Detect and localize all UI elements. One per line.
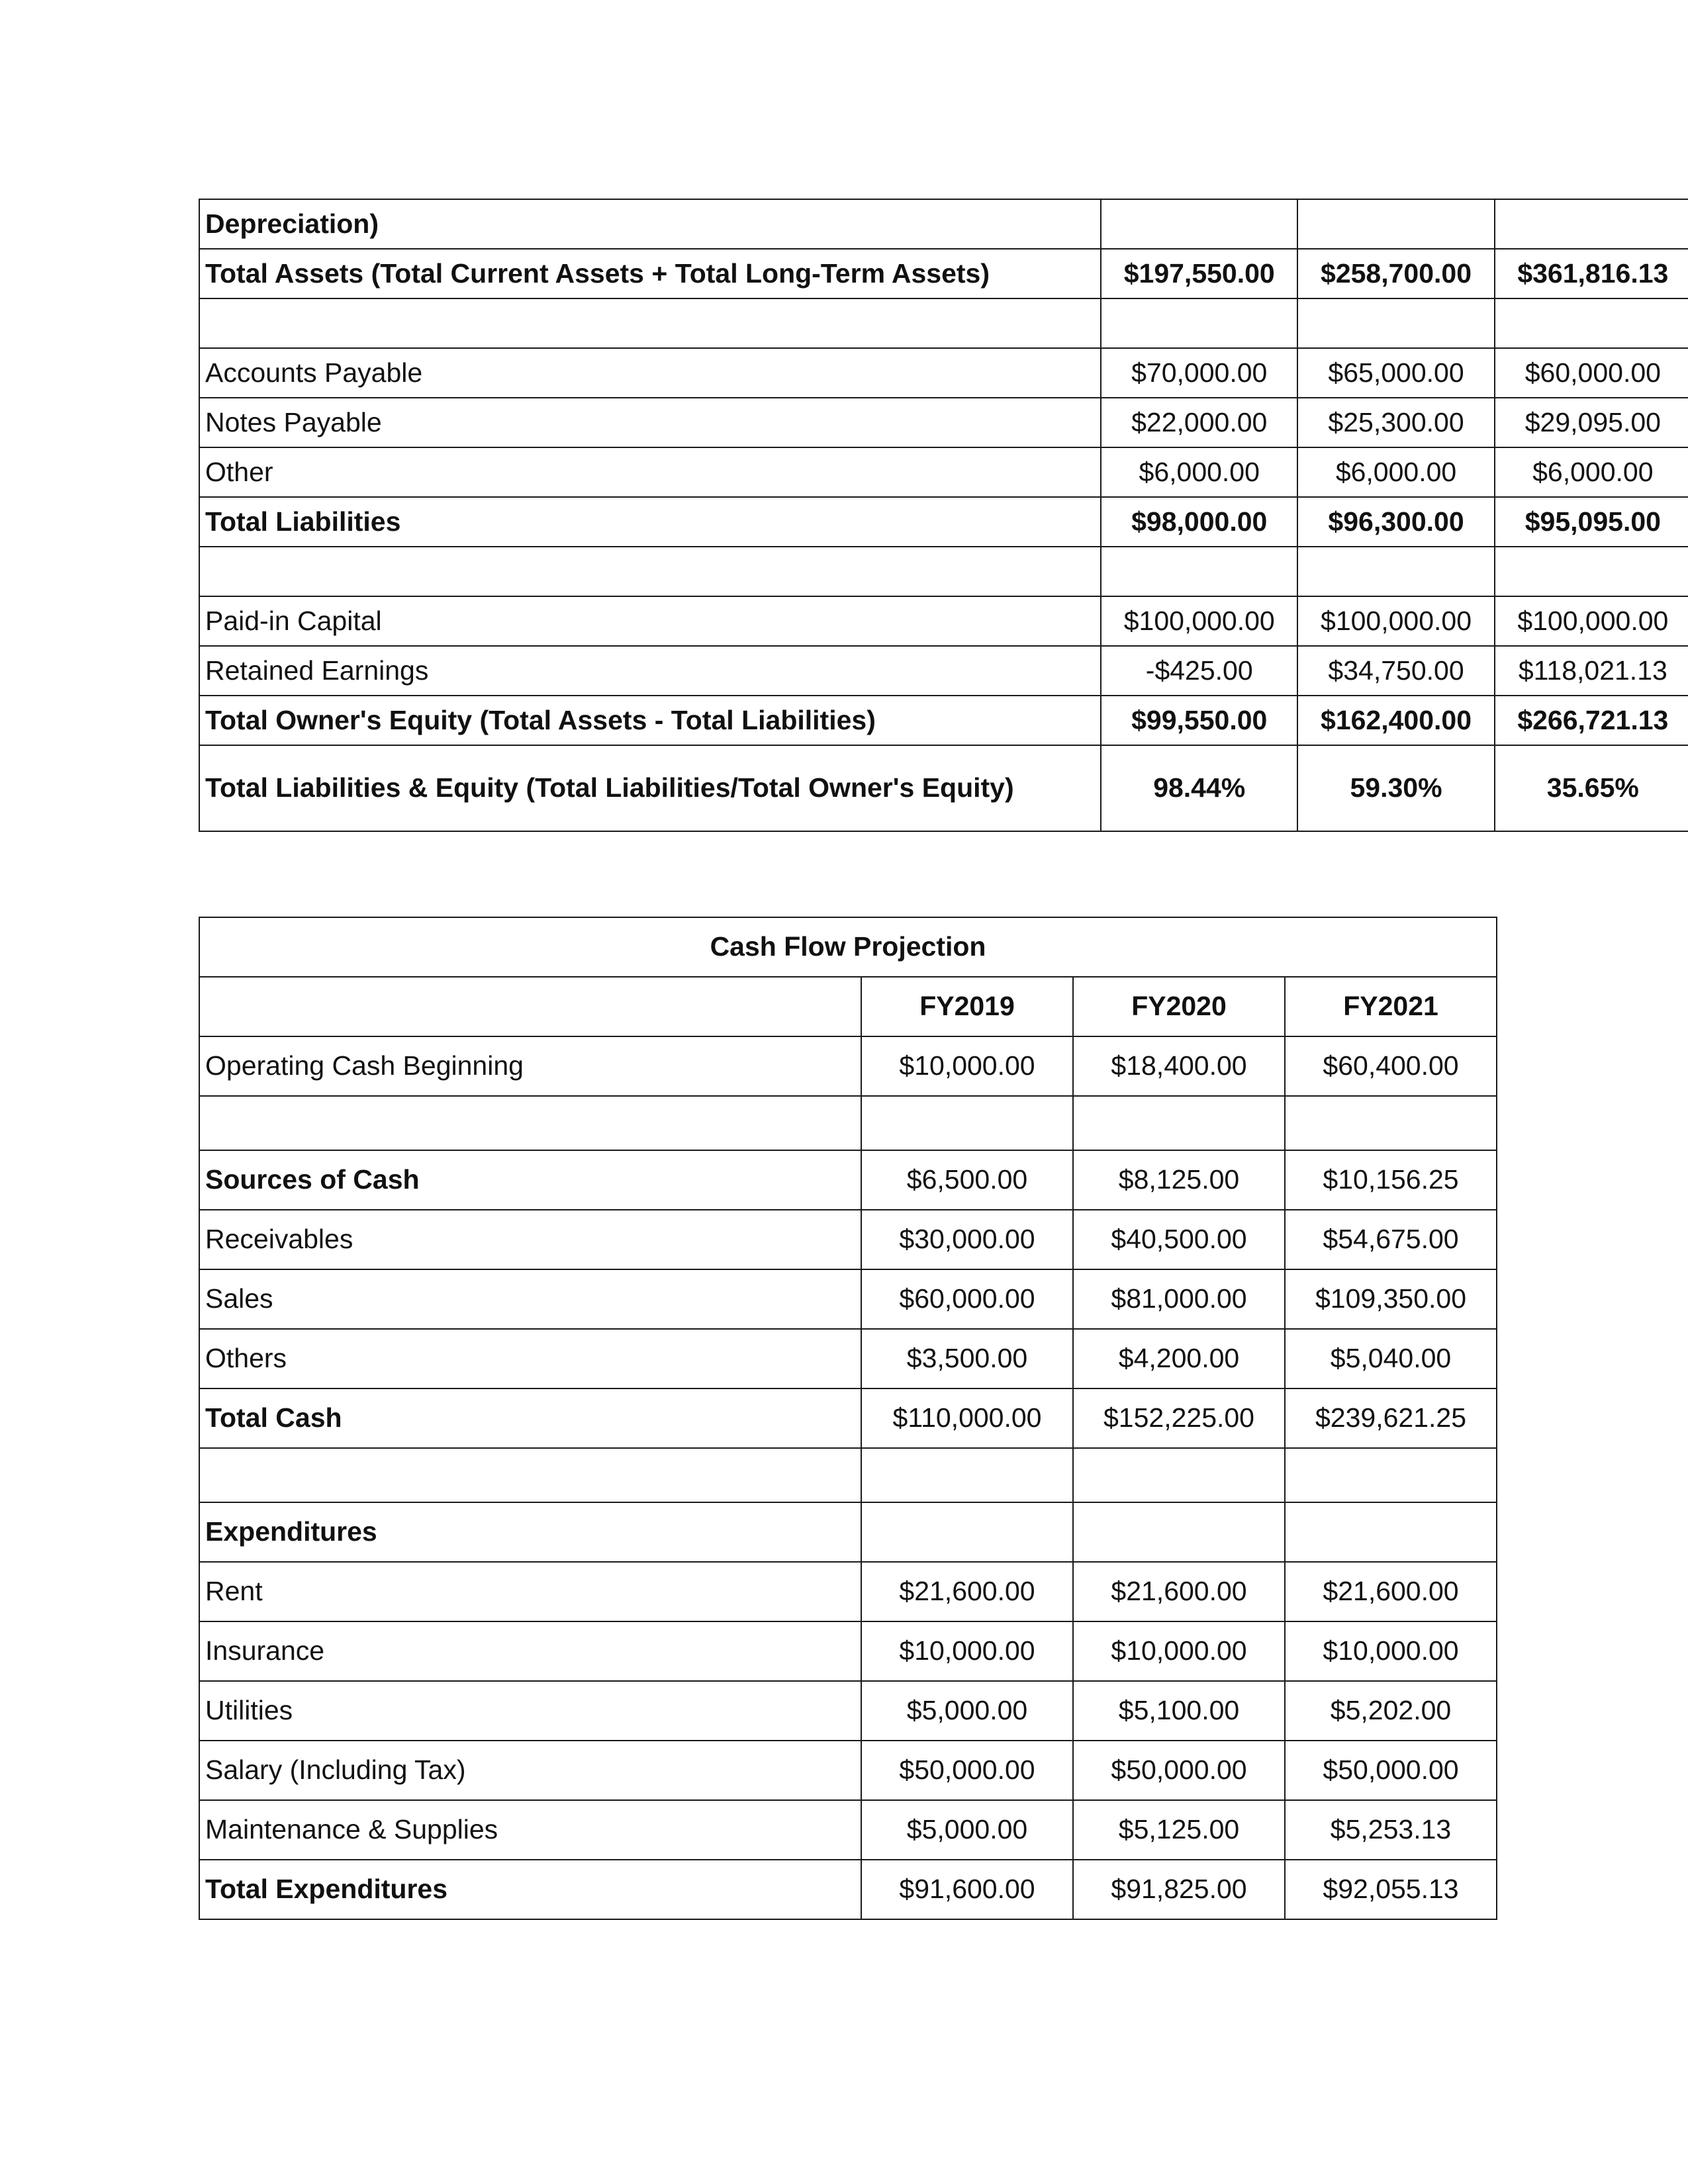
row-label: Rent: [199, 1562, 861, 1621]
cell-value: $5,100.00: [1073, 1681, 1285, 1741]
cell-value: $118,021.13: [1495, 646, 1688, 696]
cell-value: $266,721.13: [1495, 696, 1688, 745]
cell-value: $5,253.13: [1285, 1800, 1497, 1860]
column-header: FY2020: [1073, 977, 1285, 1036]
column-header: FY2021: [1285, 977, 1497, 1036]
cell-value: [1495, 547, 1688, 596]
row-label: Accounts Payable: [199, 348, 1101, 398]
cell-value: $65,000.00: [1297, 348, 1494, 398]
table-row: [199, 1269, 1497, 1329]
row-label: Total Cash: [199, 1388, 861, 1448]
table-row: [199, 1210, 1497, 1269]
cell-value: $29,095.00: [1495, 398, 1688, 447]
cell-value: $110,000.00: [861, 1388, 1073, 1448]
table-row: [199, 547, 1688, 596]
cell-value: 98.44%: [1101, 745, 1297, 831]
row-label: Insurance: [199, 1621, 861, 1681]
cell-value: [1285, 1448, 1497, 1502]
cell-value: $96,300.00: [1297, 497, 1494, 547]
table-row: [199, 497, 1688, 547]
row-label: Sales: [199, 1269, 861, 1329]
cell-value: [861, 1502, 1073, 1562]
cell-value: $5,040.00: [1285, 1329, 1497, 1388]
row-label: Total Owner's Equity (Total Assets - Total Liabilities): [199, 696, 1101, 745]
cell-value: $91,825.00: [1073, 1860, 1285, 1919]
cell-value: $91,600.00: [861, 1860, 1073, 1919]
cell-value: $81,000.00: [1073, 1269, 1285, 1329]
table-row: [199, 249, 1688, 298]
cell-value: $6,500.00: [861, 1150, 1073, 1210]
row-label: Others: [199, 1329, 861, 1388]
cell-value: $18,400.00: [1073, 1036, 1285, 1096]
table-title-row: [199, 917, 1497, 977]
row-label: [199, 298, 1101, 348]
cell-value: $98,000.00: [1101, 497, 1297, 547]
cell-value: [1073, 1448, 1285, 1502]
row-label: Maintenance & Supplies: [199, 1800, 861, 1860]
cell-value: [1495, 199, 1688, 249]
row-label: Other: [199, 447, 1101, 497]
cell-value: [861, 1448, 1073, 1502]
cell-value: $6,000.00: [1297, 447, 1494, 497]
row-label: Utilities: [199, 1681, 861, 1741]
row-label: Total Liabilities: [199, 497, 1101, 547]
table-row: [199, 348, 1688, 398]
table-row: [199, 447, 1688, 497]
cell-value: $197,550.00: [1101, 249, 1297, 298]
cell-value: $6,000.00: [1101, 447, 1297, 497]
column-header: [199, 977, 861, 1036]
cell-value: $5,125.00: [1073, 1800, 1285, 1860]
cell-value: $5,000.00: [861, 1800, 1073, 1860]
cell-value: $100,000.00: [1495, 596, 1688, 646]
cell-value: $50,000.00: [1073, 1741, 1285, 1800]
table-row: [199, 398, 1688, 447]
table-row: [199, 696, 1688, 745]
cell-value: [1297, 547, 1494, 596]
cell-value: $60,000.00: [861, 1269, 1073, 1329]
cell-value: $34,750.00: [1297, 646, 1494, 696]
row-label: Retained Earnings: [199, 646, 1101, 696]
row-label: [199, 547, 1101, 596]
table-header-row: [199, 977, 1497, 1036]
cell-value: $10,000.00: [1073, 1621, 1285, 1681]
cell-value: $3,500.00: [861, 1329, 1073, 1388]
cell-value: $92,055.13: [1285, 1860, 1497, 1919]
cell-value: $21,600.00: [861, 1562, 1073, 1621]
table-row: [199, 1800, 1497, 1860]
cash-flow-table: [199, 917, 1497, 1920]
balance-sheet-table: [199, 199, 1688, 832]
row-label: Notes Payable: [199, 398, 1101, 447]
row-label: Total Expenditures: [199, 1860, 861, 1919]
row-label: Total Liabilities & Equity (Total Liabilities/Total Owner's Equity): [199, 745, 1101, 831]
cell-value: $361,816.13: [1495, 249, 1688, 298]
row-label: Paid-in Capital: [199, 596, 1101, 646]
cell-value: $50,000.00: [861, 1741, 1073, 1800]
row-label: Depreciation): [199, 199, 1101, 249]
cell-value: $60,400.00: [1285, 1036, 1497, 1096]
cell-value: $70,000.00: [1101, 348, 1297, 398]
cell-value: -$425.00: [1101, 646, 1297, 696]
cell-value: $54,675.00: [1285, 1210, 1497, 1269]
cell-value: [1101, 547, 1297, 596]
table-row: [199, 1150, 1497, 1210]
cell-value: $22,000.00: [1101, 398, 1297, 447]
row-label: [199, 1096, 861, 1150]
table-row: [199, 646, 1688, 696]
cell-value: $10,000.00: [861, 1621, 1073, 1681]
column-header: FY2019: [861, 977, 1073, 1036]
row-label: Salary (Including Tax): [199, 1741, 861, 1800]
cell-value: $100,000.00: [1297, 596, 1494, 646]
cell-value: $21,600.00: [1073, 1562, 1285, 1621]
cell-value: [1101, 298, 1297, 348]
table-row: [199, 298, 1688, 348]
table-row: [199, 1621, 1497, 1681]
cell-value: $30,000.00: [861, 1210, 1073, 1269]
cell-value: $10,000.00: [1285, 1621, 1497, 1681]
row-label: Receivables: [199, 1210, 861, 1269]
table-row: [199, 199, 1688, 249]
cell-value: $60,000.00: [1495, 348, 1688, 398]
cell-value: $50,000.00: [1285, 1741, 1497, 1800]
cell-value: [1101, 199, 1297, 249]
table-row: [199, 745, 1688, 831]
row-label: Sources of Cash: [199, 1150, 861, 1210]
row-label: Expenditures: [199, 1502, 861, 1562]
cell-value: $6,000.00: [1495, 447, 1688, 497]
table-row: [199, 1448, 1497, 1502]
row-label: Operating Cash Beginning: [199, 1036, 861, 1096]
cell-value: [1285, 1502, 1497, 1562]
cell-value: 59.30%: [1297, 745, 1494, 831]
table-row: [199, 1329, 1497, 1388]
cell-value: $21,600.00: [1285, 1562, 1497, 1621]
table-row: [199, 1036, 1497, 1096]
cell-value: $109,350.00: [1285, 1269, 1497, 1329]
cell-value: [861, 1096, 1073, 1150]
table-row: [199, 1502, 1497, 1562]
cell-value: $10,156.25: [1285, 1150, 1497, 1210]
table-row: [199, 1681, 1497, 1741]
table-title: Cash Flow Projection: [199, 917, 1497, 977]
table-row: [199, 1388, 1497, 1448]
table-row: [199, 1096, 1497, 1150]
table-row: [199, 1741, 1497, 1800]
cell-value: [1285, 1096, 1497, 1150]
cell-value: $100,000.00: [1101, 596, 1297, 646]
cell-value: $162,400.00: [1297, 696, 1494, 745]
cell-value: [1297, 199, 1494, 249]
cell-value: [1073, 1502, 1285, 1562]
table-row: [199, 1860, 1497, 1919]
row-label: Total Assets (Total Current Assets + Total Long-Term Assets): [199, 249, 1101, 298]
cell-value: [1495, 298, 1688, 348]
cell-value: $239,621.25: [1285, 1388, 1497, 1448]
cell-value: $5,202.00: [1285, 1681, 1497, 1741]
cell-value: $8,125.00: [1073, 1150, 1285, 1210]
cell-value: $258,700.00: [1297, 249, 1494, 298]
cell-value: $10,000.00: [861, 1036, 1073, 1096]
cell-value: $152,225.00: [1073, 1388, 1285, 1448]
cell-value: [1073, 1096, 1285, 1150]
cell-value: $4,200.00: [1073, 1329, 1285, 1388]
cell-value: $40,500.00: [1073, 1210, 1285, 1269]
cell-value: 35.65%: [1495, 745, 1688, 831]
cell-value: [1297, 298, 1494, 348]
table-row: [199, 1562, 1497, 1621]
cell-value: $5,000.00: [861, 1681, 1073, 1741]
table-row: [199, 596, 1688, 646]
cell-value: $99,550.00: [1101, 696, 1297, 745]
cell-value: $95,095.00: [1495, 497, 1688, 547]
cell-value: $25,300.00: [1297, 398, 1494, 447]
row-label: [199, 1448, 861, 1502]
